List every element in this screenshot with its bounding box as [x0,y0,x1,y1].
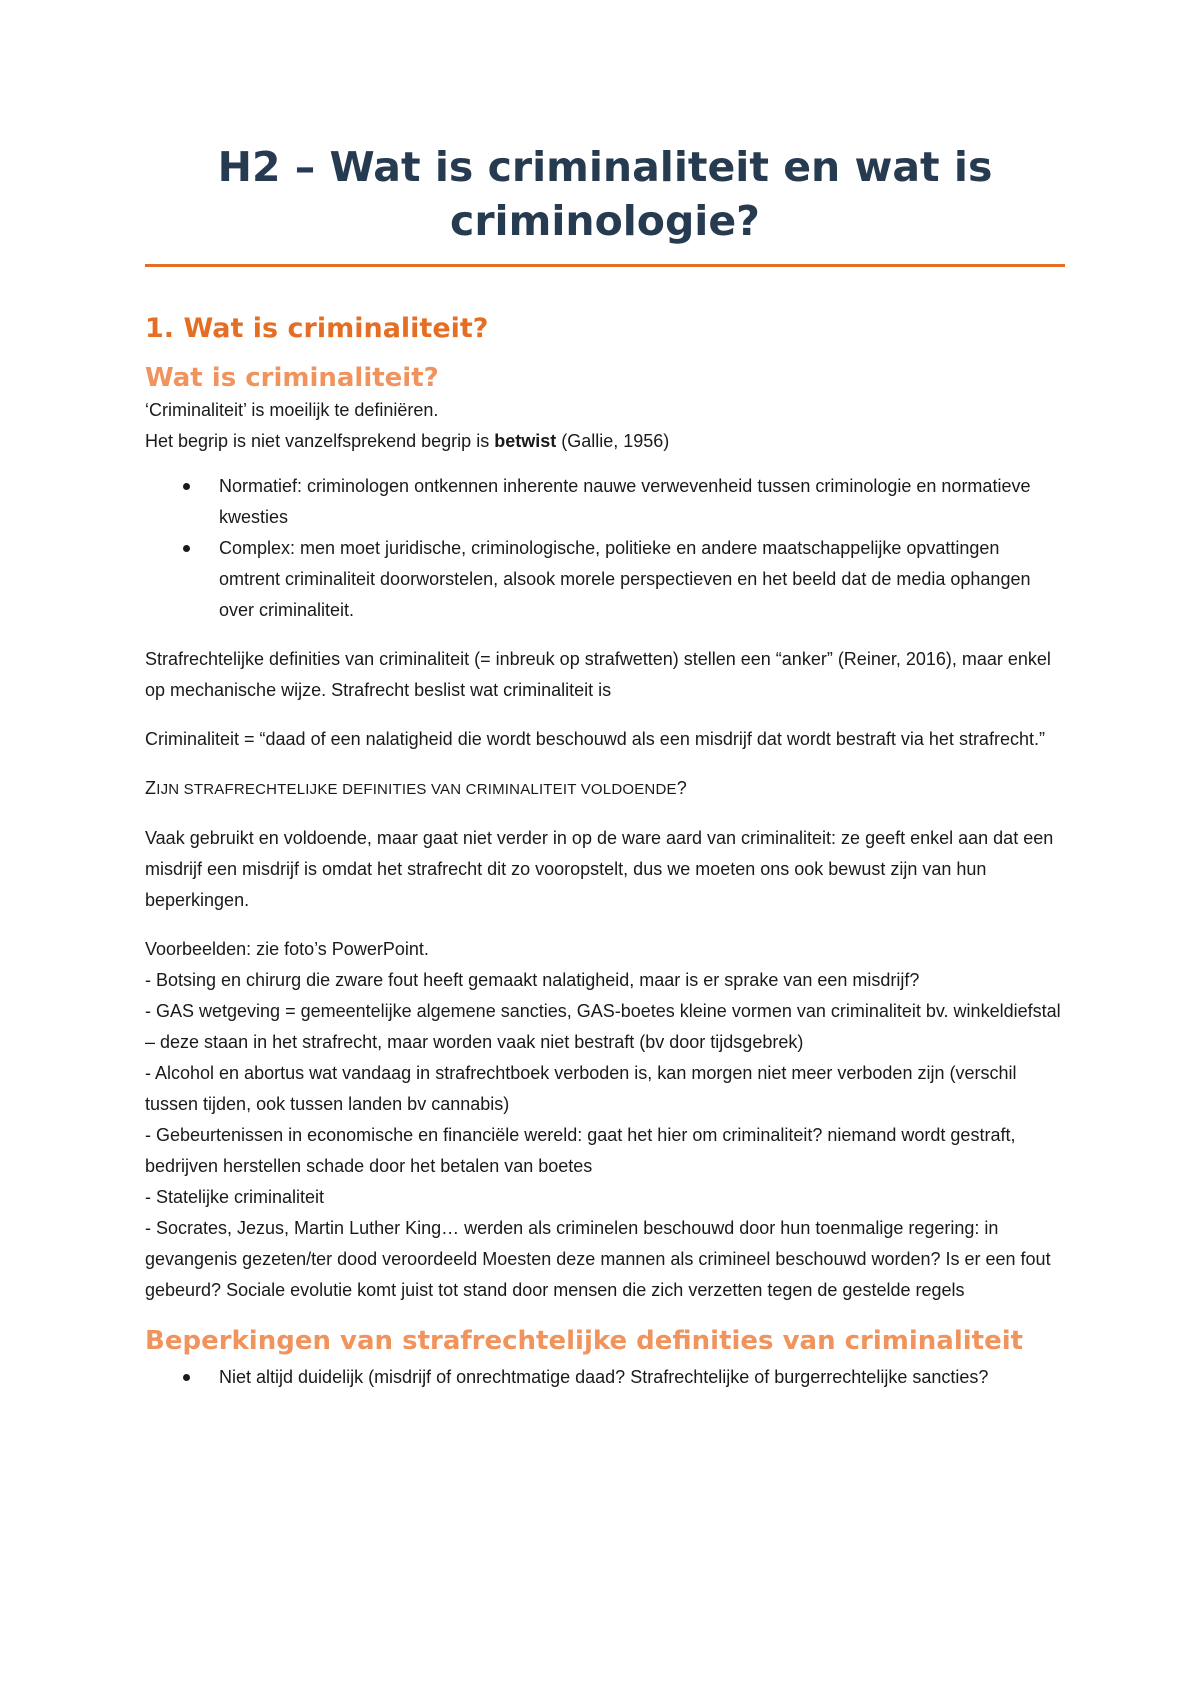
intro-line-2-start: Het begrip is niet vanzelfsprekend begrip is [145,431,495,451]
section-heading: 1. Wat is criminaliteit? [145,313,489,344]
document-title: H2 – Wat is criminaliteit en wat is criminologie? [217,143,993,245]
example-line: - Botsing en chirurg die zware fout heeft gemaakt nalatigheid, maar is er sprake van een misdrijf? [145,970,920,990]
smallcaps-rest: IJN STRAFRECHTELIJKE DEFINITIES VAN CRIMINALITEIT VOLDOENDE [156,781,677,798]
list-item-text: Complex: men moet juridische, criminologische, politieke en andere maatschappelijke opvattingen omtrent criminaliteit doorworstelen, alsook morele perspectieven en het beeld dat de media ophangen over criminaliteit. [219,538,1031,620]
intro-line-2-end: (Gallie, 1956) [556,431,670,451]
list-item [145,1362,1065,1393]
smallcaps-first-letter: Z [145,778,157,798]
example-line: - Socrates, Jezus, Martin Luther King… werden als criminelen beschouwd door hun toenmalige regering: in gevangenis gezeten/ter dood veroordeeld Moesten deze mannen als crimineel beschouwd worden? Is er een fout gebeurd? Sociale evolutie komt juist tot stand door mensen die zich verzetten tegen de gestelde regels [145,1218,1051,1300]
bullet-list-2 [145,1362,1065,1393]
limitations-heading: Beperkingen van strafrechtelijke definities van criminaliteit [145,1326,1024,1356]
subsection-heading: Wat is criminaliteit? [145,363,439,393]
example-line: - Alcohol en abortus wat vandaag in strafrechtboek verboden is, kan morgen niet meer verboden zijn (verschil tussen tijden, ook tussen landen bv cannabis) [145,1063,1017,1114]
example-line: - Gebeurtenissen in economische en financiële wereld: gaat het hier om criminaliteit? niemand wordt gestraft, bedrijven herstellen schade door het betalen van boetes [145,1125,1016,1176]
list-item [145,533,1065,626]
smallcaps-heading [145,773,1065,805]
example-line: - Statelijke criminaliteit [145,1187,325,1207]
document-page [145,0,1065,1393]
intro-paragraph [145,395,1065,457]
intro-line-2 [145,426,1065,457]
bullet-icon [183,1374,190,1381]
bullet-icon [183,545,190,552]
vaak-paragraph: Vaak gebruikt en voldoende, maar gaat niet verder in op de ware aard van criminaliteit: ze geeft enkel aan dat een misdrijf een misdrijf is omdat het strafrecht dit zo vooropstelt, dus we moeten ons ook bewust zijn van hun beperkingen. [145,828,1054,910]
example-line: Voorbeelden: zie foto’s PowerPoint. [145,939,429,959]
examples-block [145,934,1065,1306]
list-item-text: Normatief: criminologen ontkennen inherente nauwe verwevenheid tussen criminologie en normatieve kwesties [219,476,1031,527]
intro-line-1: ‘Criminaliteit’ is moeilijk te definiëren. [145,400,439,420]
list-item-text: Niet altijd duidelijk (misdrijf of onrechtmatige daad? Strafrechtelijke of burgerrechtelijke sancties? [219,1367,989,1387]
list-item [145,471,1065,533]
example-line: - GAS wetgeving = gemeentelijke algemene sancties, GAS-boetes kleine vormen van criminaliteit bv. winkeldiefstal – deze staan in het strafrecht, maar worden vaak niet bestraft (bv door tijdsgebrek) [145,1001,1061,1052]
bullet-icon [183,483,190,490]
definition-paragraph: Criminaliteit = “daad of een nalatigheid die wordt beschouwd als een misdrijf dat wordt bestraft via het strafrecht.” [145,729,1045,749]
title-underline [145,264,1065,267]
anker-paragraph: Strafrechtelijke definities van criminaliteit (= inbreuk op strafwetten) stellen een “anker” (Reiner, 2016), maar enkel op mechanische wijze. Strafrecht beslist wat criminaliteit is [145,649,1051,700]
intro-bold-word: betwist [494,431,557,451]
bullet-list-1 [145,471,1065,626]
smallcaps-question-mark: ? [676,778,687,798]
